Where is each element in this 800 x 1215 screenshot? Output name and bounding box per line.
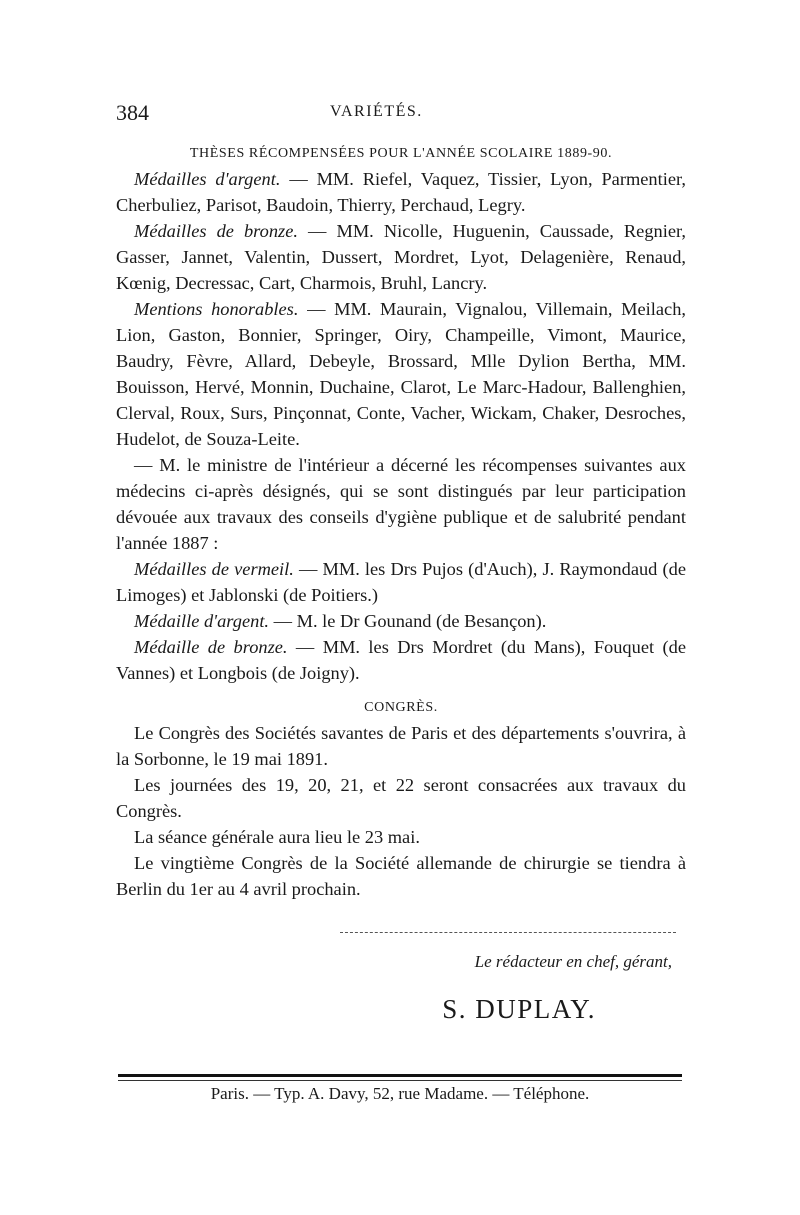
running-title: VARIÉTÉS. [330,103,423,120]
section-gap [116,686,686,700]
bronze2-text: — MM. les Drs Mordret (du Mans), Fouquet (de Vannes) et Longbois (de Joigny). [116,637,686,683]
main-text [116,146,686,902]
bronze-text: — MM. Nicolle, Huguenin, Caussade, Regnier, Gasser, Jannet, Valentin, Dussert, Mordret, Lyot, Delagenière, Renaud, Kœnig, Decressac, Cart, Charmois, Bruhl, Lancry. [116,221,686,293]
bronze-label: Médailles de bronze. [134,221,298,241]
congres-paragraph-2: Les journées des 19, 20, 21, et 22 seront consacrées aux travaux du Congrès. [116,775,686,821]
argent2-paragraph [116,608,686,634]
congres-paragraph-4: Le vingtième Congrès de la Société allemande de chirurgie se tiendra à Berlin du 1er au 4 avril prochain. [116,853,686,899]
printer-imprint: Paris. — Typ. A. Davy, 52, rue Madame. — Téléphone. [210,1084,590,1103]
editor-role: Le rédacteur en chef, gérant, [474,952,672,971]
theses-title: THÈSES RÉCOMPENSÉES POUR L'ANNÉE SCOLAIRE 1889-90. [189,146,613,161]
dashed-divider [340,932,676,933]
ministre-paragraph: — M. le ministre de l'intérieur a décerné les récompenses suivantes aux médecins ci-après désignés, qui se sont distingués par leur participation dévouée aux travaux des conseils d'ygiène publique et de salubrité pendant l'année 1887 : [116,455,686,553]
vermeil-text: — MM. les Drs Pujos (d'Auch), J. Raymondaud (de Limoges) et Jablonski (de Poitiers.) [116,559,686,605]
argent-text: — MM. Riefel, Vaquez, Tissier, Lyon, Parmentier, Cherbuliez, Parisot, Baudoin, Thierry, Perchaud, Legry. [116,169,686,215]
argent2-label: Médaille d'argent. [134,611,270,631]
signature-block [116,952,686,1025]
bronze2-label: Médaille de bronze. [134,637,288,657]
congres-paragraph-1: Le Congrès des Sociétés savantes de Paris et des départements s'ouvrira, à la Sorbonne, le 19 mai 1891. [116,723,686,769]
bronze2-paragraph [116,634,686,686]
bronze-paragraph [116,218,686,296]
vermeil-paragraph [116,556,686,608]
mentions-text: — MM. Maurain, Vignalou, Villemain, Meilach, Lion, Gaston, Bonnier, Springer, Oiry, Champeille, Vimont, Maurice, Baudry, Fèvre, Allard, Debeyle, Brossard, Mlle Dylion Bertha, MM. Bouisson, Hervé, Monnin, Duchaine, Clarot, Le Marc-Hadour, Ballenghien, Clerval, Roux, Surs, Pinçonnat, Conte, Vacher, Wickam, Chaker, Desroches, Hudelot, de Souza-Leite. [116,299,686,449]
editor-name: S. DUPLAY. [442,994,596,1024]
footer-rule-thin [118,1080,682,1081]
argent-label: Médailles d'argent. [134,169,281,189]
page-number: 384 [116,100,149,125]
vermeil-label: Médailles de vermeil. [134,559,294,579]
mentions-paragraph [116,296,686,452]
argent-paragraph [116,166,686,218]
footer-rule-thick [118,1074,682,1077]
congres-title: CONGRÈS. [364,700,438,715]
argent2-text: — M. le Dr Gounand (de Besançon). [269,611,547,631]
mentions-label: Mentions honorables. [134,299,299,319]
congres-paragraph-3: La séance générale aura lieu le 23 mai. [134,827,420,847]
